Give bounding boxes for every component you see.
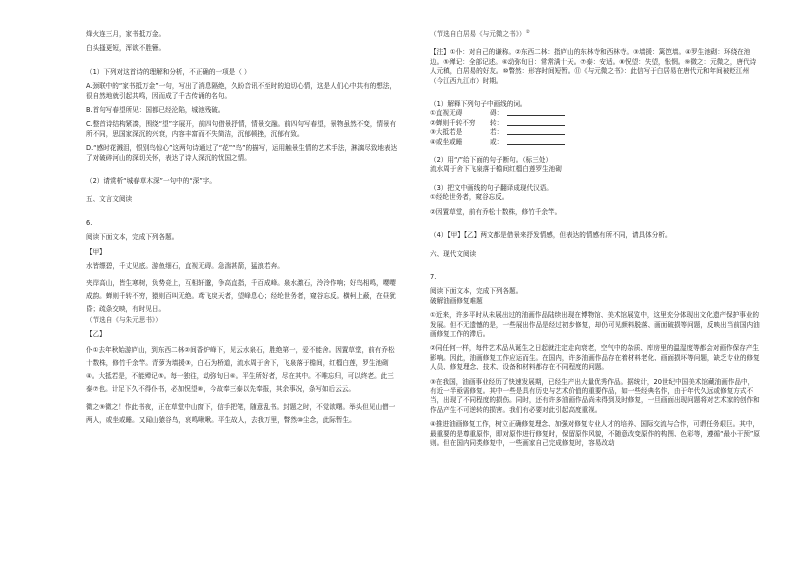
question-2-stem: （2）请赏析“城春草木深”一句中的“深”字。	[86, 177, 216, 186]
vocab-item	[430, 119, 760, 128]
option-c: C.整首诗结构紧凑，围绕“望”字展开，前四句借景抒情，情景交融。前四句写春望，景物虽然不变，情景有所不同，思国家深沉的兴衰，内容丰富而不失简洁，沉郁顿挫，沉郁有致。	[86, 120, 397, 138]
annotation-notes: 【注】①仆：对自己的谦称。②东西二林：指庐山的东林寺和西林寺。③墙援：篱笆墙。④罗生池砌：环绕在池边。⑤殚记：全部记述。⑥动弥旬日：常常满十天。⑦泰：安适。⑧怳望：失望，怅惘。⑨微之：元微之，唐代诗人元稹，白居易的好友。⑩瞥然：形容时间短暂。⑪《与元微之书》：此信写于白居易在唐代元和年间被贬江州（今江西九江市）时期。	[430, 48, 757, 85]
question-6-instructions: 阅读下面文本，完成下列各题。	[86, 233, 179, 242]
passage-yi-para-2: 微之⑨微之！作此书夜，正在草堂中山窗下，信手把笔，随意乱书。封题之时，不觉欲曙。举头但见山僧一两人，或坐或睡。又闻山猿谷鸟，哀鸣啾啾。平生故人，去我万里，瞥然⑩尘念，此际暂生。	[86, 403, 396, 425]
section-heading-6: 六、现代文阅读	[430, 249, 477, 258]
passage-jia-line-1: 水皆缥碧，千丈见底。游鱼细石，直视无碍。急湍甚箭，猛浪若奔。	[86, 262, 284, 271]
vocab-item-text: ②蝉则千转不穷	[430, 118, 476, 127]
vocab-item-key: 若：	[490, 128, 504, 137]
question-7-number: 7.	[430, 272, 437, 281]
question-1-stem: （1）下列对这首诗的理解和分析，不正确的一项是（ ）	[86, 67, 251, 76]
translate-item: ①经纶世务者，窥谷忘反。	[430, 193, 509, 202]
passage-yi-source-text: （节选自白居易《与元微之书》）	[430, 30, 526, 38]
poem-line-1: 烽火连三月，家书抵万金。	[86, 30, 166, 38]
passage-jia-label: 【甲】	[86, 247, 106, 256]
answer-blank[interactable]	[507, 138, 565, 145]
article-paragraph-4: ④推进油画修复工作，树立正确修复理念、加强对修复专业人才的培养、国际交流与合作，可谓任务艰巨。其中，最重要的是尊重原作，即对原作进行修复时，保留原作风貌，不随意改变原作的构图、色彩等，遵循“最小干预”原则。但在国内同类修复中，一些画家自己完成修复时，容易改动	[430, 420, 760, 447]
option-b: B.首句写春望所见：国都已经沦陷，城池残破。	[86, 106, 225, 115]
poem-line-2: 白头搔更短，浑欲不胜簪。	[86, 44, 166, 53]
vocab-item-key: 碍：	[490, 109, 504, 118]
right-question-4-stem: （4）【甲】【乙】两文都是借景来抒发情感，但表达的情感有所不同，请具体分析。	[430, 231, 672, 240]
vocab-item-text: ③大抵若是	[430, 128, 463, 137]
passage-jia-source: （节选自《与朱元思书》）	[86, 315, 162, 324]
article-paragraph-1: ①近来，许多平时从未展出过的油画作品陆续出现在博物馆、美术馆展览中，这里充分体现出文化遗产保护事业的发展。但不无遗憾的是，一些展出作品是经过初步修复，却仍可见颜料脱落、画面破损等问题，反映出当前国内油画修复工作的滞后。	[430, 311, 760, 338]
right-column	[430, 30, 760, 448]
vocab-item-key: 或：	[490, 137, 504, 146]
question-7-instructions: 阅读下面文本，完成下列各题。	[430, 287, 523, 296]
passage-jia-line-2: 夹岸高山，皆生寒树，负势竞上，互相轩邈，争高直指，千百成峰。泉水激石，泠泠作响；好鸟相鸣，嘤嘤成韵。蝉则千转不穷，猿则百叫无绝。鸢飞戾天者，望峰息心；经纶世务者，窥谷忘反。横柯上蔽，在昼犹昏；疏条交映，有时见日。	[86, 278, 396, 313]
section-heading-5: 五、文言文阅读	[86, 195, 133, 204]
passage-yi-label: 【乙】	[86, 329, 106, 338]
vocab-item	[430, 128, 760, 137]
right-question-2-stem: （2）用“/”给下面的句子断句。（标三处）	[430, 156, 553, 165]
vocab-item	[430, 138, 760, 147]
passage-yi-source	[430, 30, 760, 39]
vocab-item	[430, 109, 760, 118]
passage-yi-para-1: 仆①去年秋始游庐山，到东西二林②间香炉峰下，见云水泉石，胜绝第一，爱不能舍。因置草堂，前有乔松十数株，修竹千余竿。青萝为墙援③，白石为桥道，流水周于舍下，飞泉落于檐间，红榴白莲，罗生池砌④。大抵若是，不能殚记⑤。每一独往，动弥旬日⑥。平生所好者，尽在其中。不唯忘归，可以终老。此三泰⑦也。计足下久不得仆书，必加怳望⑧，今故奉三泰以先奉报，其余事况，条写如后云云。	[86, 346, 395, 394]
vocab-item-key: 转：	[490, 118, 504, 127]
vocab-item-text: ④或坐或睡	[430, 137, 463, 146]
passage-yi-source-footnote: ②	[525, 29, 530, 35]
option-d: D.“感时花溅泪，恨别鸟惊心”这两句诗通过了“花”“鸟”的描写，运用触景生情的艺术手法，淋漓尽致地表达了对破碎河山的深切关怀，表达了诗人深沉的忧国之情。	[86, 144, 398, 162]
translate-item: ②因置草堂，前有乔松十数株，修竹千余竿。	[430, 207, 562, 216]
right-question-3-stem: （3）把文中画线的句子翻译成现代汉语。	[430, 183, 553, 192]
answer-blank[interactable]	[507, 119, 565, 126]
option-a: A.颈联中的“家书抵万金”一句，写出了消息隔绝，久盼音讯不至时的迫切心情，这是人们心中共有的想法，很自然地就引起共鸣，因而成了千古传诵的名句。	[86, 82, 397, 100]
article-paragraph-2: ②同任何一样，每件艺术品从诞生之日起就注定走向衰老，空气中的杂质、库房里的温湿度等都会对画作保存产生影响。因此，油画修复工作应运而生。在国内，许多油画作品存在着材料老化、画面损坏等问题，缺乏专业的修复人员、修复理念、技术、设备和材料都存在不同程度的问题。	[430, 344, 760, 372]
article-paragraph-3: ③在我国，油画事业经历了快速发展期，已经生产出大量优秀作品。据统计，20世纪中国美术馆藏油画作品中，有近一半亟需修复。其中一些是具有历史与艺术价值的重要作品，如一些经典名作，由于年代久远或修复方式不当，出现了不同程度的损伤。同时，还有许多油画作品尚未得到及时修复，一旦画面出现问题将对艺术家的创作和作品产生不可逆转的损害。我们有必要对此引起高度重视。	[430, 377, 760, 414]
vocab-item-text: ①直视无碍	[430, 109, 463, 118]
right-question-1-stem: （1）解释下列句子中画线的词。	[430, 100, 527, 109]
question-6-number: 6.	[86, 218, 93, 227]
left-column	[86, 30, 398, 427]
article-title: 破解油画修复难题	[430, 296, 483, 305]
right-question-2-text: 流水周于舍下飞泉落于檐间红榴白莲罗生池砌	[430, 165, 562, 174]
answer-blank[interactable]	[507, 128, 565, 135]
answer-blank[interactable]	[507, 109, 565, 116]
